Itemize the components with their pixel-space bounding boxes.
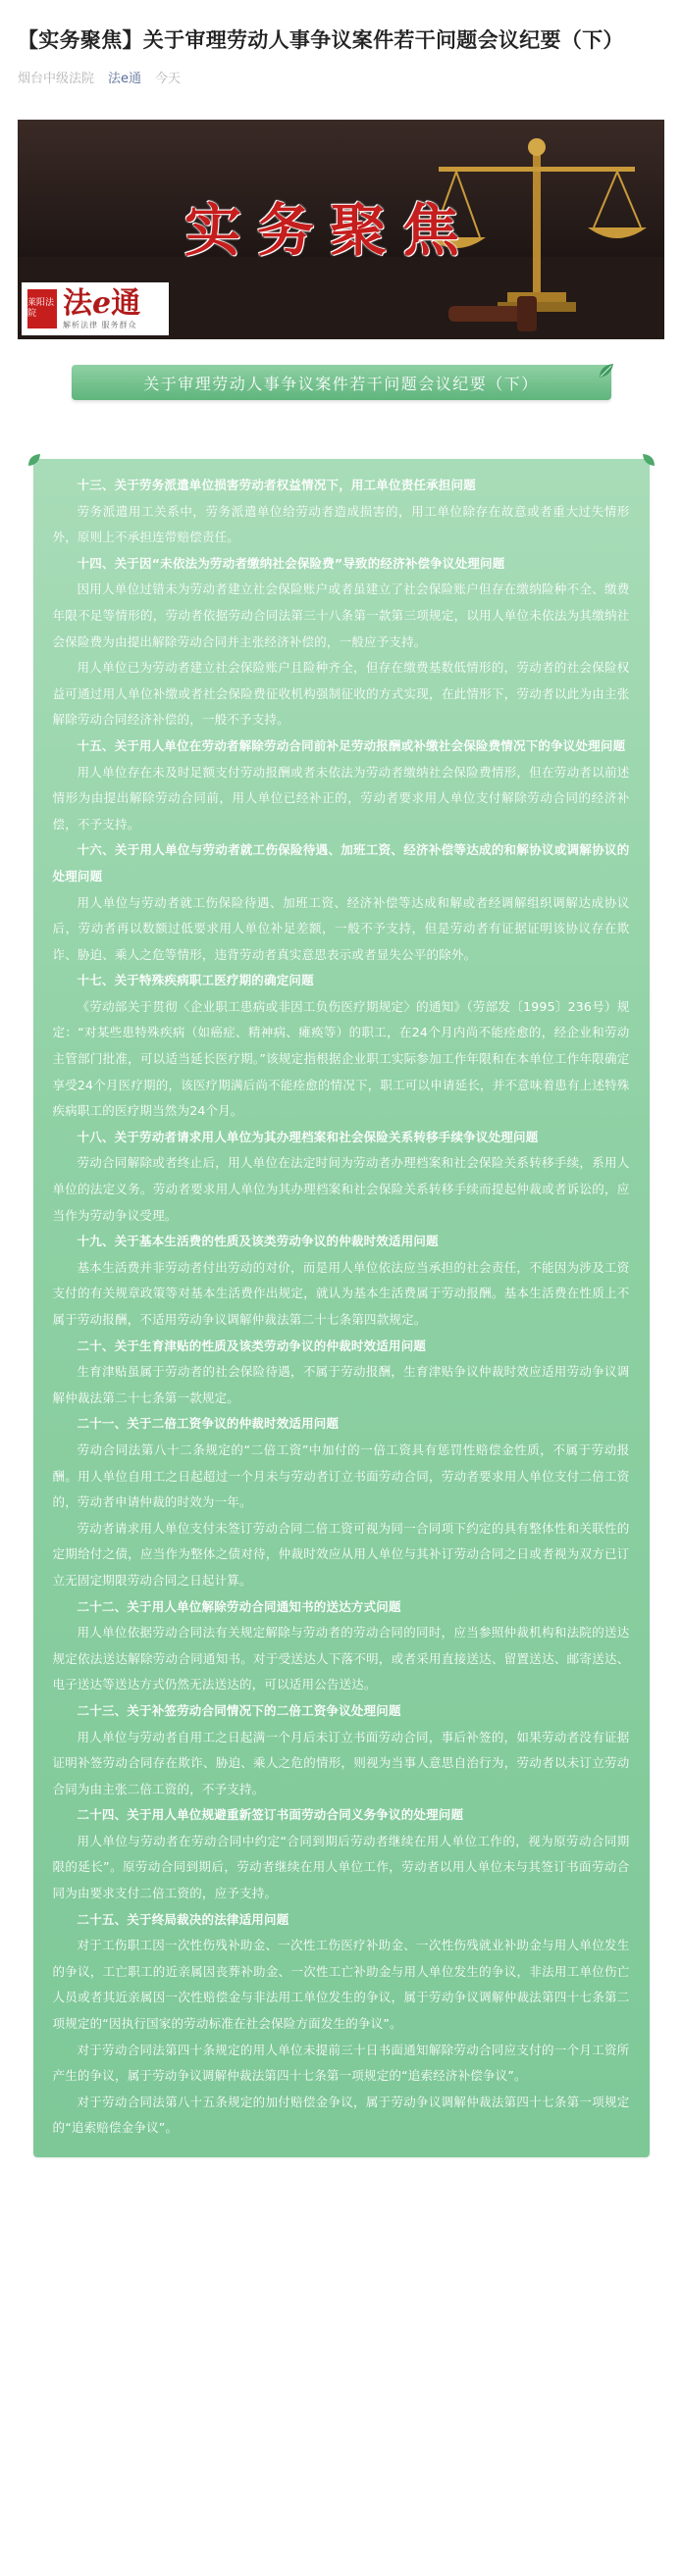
account-link[interactable]: 法e通 xyxy=(108,72,142,86)
body-paragraph: 用人单位依据劳动合同法有关规定解除与劳动者的劳动合同的同时，应当参照仲裁机构和法院的送达规定依法送达解除劳动合同通知书。对于受送达人下落不明，或者采用直接送达、留置送达、邮寄送达、电子送达等送达方式仍然无法送达的，可以适用公告送达。 xyxy=(52,1625,630,1692)
content-box xyxy=(33,459,650,2157)
section-heading: 十四、关于因“未依法为劳动者缴纳社会保险费”导致的经济补偿争议处理问题 xyxy=(77,555,505,571)
body-paragraph: 因用人单位过错未为劳动者建立社会保险账户或者虽建立了社会保险账户但存在缴纳险种不全、缴费年限不足等情形的，劳动者依据劳动合同法第三十八条第一款第三项规定，以用人单位未依法为其缴纳社会保险费为由提出解除劳动合同并主张经济补偿的，一般应予支持。 xyxy=(52,581,630,649)
subtitle-bar xyxy=(72,365,611,400)
section-heading: 十五、关于用人单位在劳动者解除劳动合同前补足劳动报酬或补缴社会保险费情况下的争议处理问题 xyxy=(77,737,626,753)
section-heading: 二十五、关于终局裁决的法律适用问题 xyxy=(77,1911,289,1927)
section-heading: 十七、关于特殊疾病职工医疗期的确定问题 xyxy=(77,973,314,988)
logo-slogan: 解析法律 服务群众 xyxy=(63,320,137,329)
publish-time: 今天 xyxy=(155,72,182,86)
brand-logo xyxy=(22,282,169,335)
logo-name-b: 通 xyxy=(111,285,141,321)
section-heading: 二十二、关于用人单位解除劳动合同通知书的送达方式问题 xyxy=(77,1598,401,1614)
body-paragraph: 劳动合同法第八十二条规定的“二倍工资”中加付的一倍工资具有惩罚性赔偿金性质，不属于劳动报酬。用人单位自用工之日起超过一个月未与劳动者订立书面劳动合同，劳动者要求用人单位支付二倍工资的，劳动者申请仲裁的时效为一年。 xyxy=(52,1441,630,1510)
body-paragraph: 基本生活费并非劳动者付出劳动的对价，而是用人单位依法应当承担的社会责任，不能因为涉及工资支付的有关规章政策等对基本生活费作出规定，就认为基本生活费属于劳动报酬。基本生活费在性质上不属于劳动报酬，不适用劳动争议调解仲裁法第二十七条第四款规定。 xyxy=(52,1259,630,1327)
banner-image xyxy=(18,120,664,339)
logo-text xyxy=(63,285,141,330)
logo-seal: 莱阳法院 xyxy=(27,289,57,328)
body-paragraph: 对于工伤职工因一次性伤残补助金、一次性工伤医疗补助金、一次性伤残就业补助金与用人单位发生的争议，工亡职工的近亲属因丧葬补助金、一次性工亡补助金与用人单位发生的争议，非法用工单位伤亡人员或者其近亲属因一次性赔偿金与非法用工单位发生的争议，属于劳动争议调解仲裁法第四十七条第二项规定的“因执行国家的劳动标准在社会保险方面发生的争议”。 xyxy=(52,1938,630,2032)
section-heading: 十六、关于用人单位与劳动者就工伤保险待遇、加班工资、经济补偿等达成的和解协议或调解协议的处理问题 xyxy=(52,842,630,884)
subtitle-text: 关于审理劳动人事争议案件若干问题会议纪要（下） xyxy=(143,374,539,393)
logo-name-a: 法 xyxy=(63,285,92,321)
body-paragraph: 用人单位与劳动者就工伤保险待遇、加班工资、经济补偿等达成和解或者经调解组织调解达成协议后，劳动者再以数额过低要求用人单位补足差额，一般不予支持，但是劳动者有证据证明该协议存在欺诈、胁迫、乘人之危等情形，违背劳动者真实意思表示或者显失公平的除外。 xyxy=(52,894,630,962)
corner-leaf-icon xyxy=(642,453,656,467)
section-heading: 二十一、关于二倍工资争议的仲裁时效适用问题 xyxy=(77,1416,340,1432)
article-source: 烟台中级法院 xyxy=(18,72,95,86)
banner-headline: 实务聚焦 xyxy=(184,197,476,264)
body-paragraph: 生育津贴虽属于劳动者的社会保险待遇，不属于劳动报酬，生育津贴争议仲裁时效应适用劳动争议调解仲裁法第二十七条第一款规定。 xyxy=(52,1364,630,1405)
section-heading: 十三、关于劳务派遣单位损害劳动者权益情况下，用工单位责任承担问题 xyxy=(77,478,476,492)
section-heading: 二十四、关于用人单位规避重新签订书面劳动合同义务争议的处理问题 xyxy=(77,1807,464,1823)
logo-name xyxy=(63,285,141,321)
body-paragraph: 劳动合同解除或者终止后，用人单位在法定时间为劳动者办理档案和社会保险关系转移手续，系用人单位的法定义务。劳动者要求用人单位为其办理档案和社会保险关系转移手续而提起仲裁或者诉讼的，应当作为劳动争议受理。 xyxy=(52,1155,630,1223)
body-paragraph: 对于劳动合同法第八十五条规定的加付赔偿金争议，属于劳动争议调解仲裁法第四十七条第一项规定的“追索赔偿金争议”。 xyxy=(52,2094,630,2136)
body-paragraph: 用人单位与劳动者自用工之日起满一个月后未订立书面劳动合同，事后补签的，如果劳动者没有证据证明补签劳动合同存在欺诈、胁迫、乘人之危的情形，则视为当事人意思自治行为，劳动者以未订立劳动合同为由主张二倍工资的，不予支持。 xyxy=(52,1729,630,1796)
article-meta xyxy=(18,68,664,86)
leaf-icon xyxy=(598,362,615,379)
section-heading: 十八、关于劳动者请求用人单位为其办理档案和社会保险关系转移手续争议处理问题 xyxy=(77,1129,539,1144)
section-heading: 二十、关于生育津贴的性质及该类劳动争议的仲裁时效适用问题 xyxy=(77,1338,427,1353)
corner-leaf-icon xyxy=(27,453,41,467)
paragraph-list xyxy=(53,473,630,2142)
logo-name-e: e xyxy=(92,285,112,321)
body-paragraph: 《劳动部关于贯彻〈企业职工患病或非因工负伤医疗期规定〉的通知》（劳部发〔1995〕236号）规定：“对某些患特殊疾病（如癌症、精神病、瘫痪等）的职工，在24个月内尚不能痊愈的，经企业和劳动主管部门批准，可以适当延长医疗期。”该规定指根据企业职工实际参加工作年限和在本单位工作年限确定享受24个月医疗期的，该医疗期满后尚不能痊愈的情况下，职工可以申请延长，并不意味着患有上述特殊疾病职工的医疗期当然为24个月。 xyxy=(52,998,630,1119)
body-paragraph: 用人单位已为劳动者建立社会保险账户且险种齐全，但存在缴费基数低情形的，劳动者的社会保险权益可通过用人单位补缴或者社会保险费征收机构强制征收的方式实现，在此情形下，劳动者以此为由主张解除劳动合同经济补偿的，一般不予支持。 xyxy=(52,660,630,728)
bottom-spacer xyxy=(18,2157,664,2177)
body-paragraph: 劳动者请求用人单位支付未签订劳动合同二倍工资可视为同一合同项下约定的具有整体性和关联性的定期给付之债，应当作为整体之债对待，仲裁时效应从用人单位与其补订劳动合同之日或者视为双方已订立无固定期限劳动合同之日起计算。 xyxy=(52,1520,630,1588)
section-heading: 二十三、关于补签劳动合同情况下的二倍工资争议处理问题 xyxy=(77,1702,401,1718)
article-title: 【实务聚焦】关于审理劳动人事争议案件若干问题会议纪要（下） xyxy=(18,28,624,52)
body-paragraph: 用人单位存在未及时足额支付劳动报酬或者未依法为劳动者缴纳社会保险费情形，但在劳动者以前述情形为由提出解除劳动合同前，用人单位已经补正的，劳动者要求用人单位支付解除劳动合同的经济补偿，不予支持。 xyxy=(52,764,630,832)
body-paragraph: 劳务派遣用工关系中，劳务派遣单位给劳动者造成损害的，用工单位除存在故意或者重大过失情形外，原则上不承担连带赔偿责任。 xyxy=(52,503,630,545)
section-heading: 十九、关于基本生活费的性质及该类劳动争议的仲裁时效适用问题 xyxy=(77,1234,439,1249)
body-paragraph: 对于劳动合同法第四十条规定的用人单位未提前三十日书面通知解除劳动合同应支付的一个月工资所产生的争议，属于劳动争议调解仲裁法第四十七条第一项规定的“追索经济补偿争议”。 xyxy=(52,2042,630,2084)
body-paragraph: 用人单位与劳动者在劳动合同中约定“合同到期后劳动者继续在用人单位工作的，视为原劳动合同期限的延长”。原劳动合同到期后，劳动者继续在用人单位工作，劳动者以用人单位未与其签订书面劳动合同为由要求支付二倍工资的，应予支持。 xyxy=(52,1833,630,1901)
